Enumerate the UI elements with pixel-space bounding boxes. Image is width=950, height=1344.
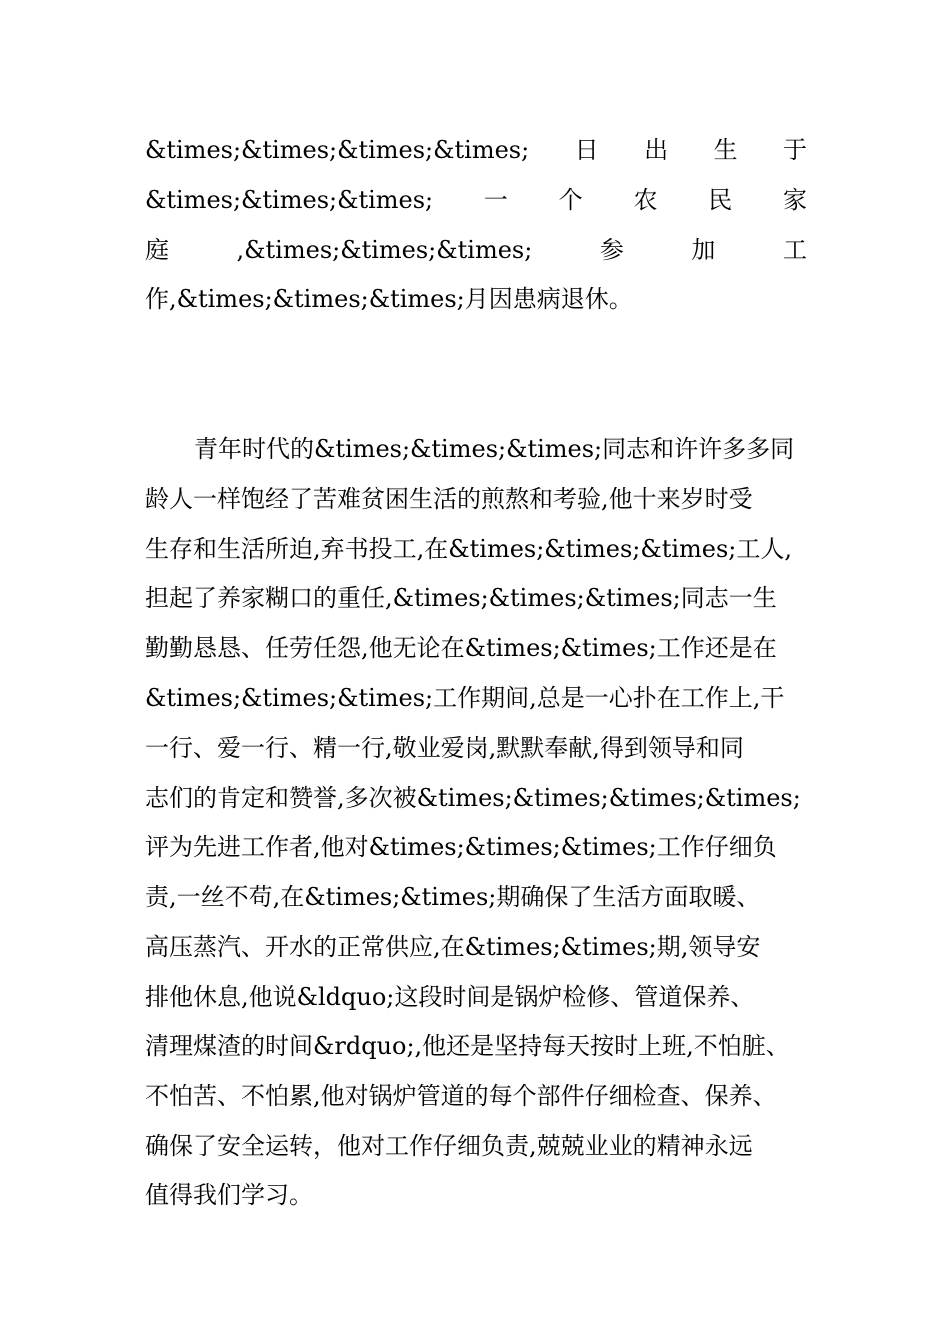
paragraph2-line: 清理煤渣的时间&rdquo;,他还是坚持每天按时上班,不怕脏、: [145, 1032, 790, 1060]
paragraph2-line: 一行、爱一行、精一行,敬业爱岗,默默奉献,得到领导和同: [145, 734, 744, 762]
paragraph2-line: 龄人一样饱经了苦难贫困生活的煎熬和考验,他十来岁时受: [145, 485, 753, 513]
paragraph1-line4: 作,&times;&times;&times;月因患病退休。: [145, 285, 633, 313]
text-span: ,&times;&times;&times;: [236, 236, 533, 264]
text-span: 农: [633, 186, 658, 214]
paragraph1-line1: [145, 130, 807, 170]
paragraph2-line: 勤勤恳恳、任劳任怨,他无论在&times;&times;工作还是在: [145, 634, 777, 662]
paragraph2-line: 高压蒸汽、开水的正常供应,在&times;&times;期,领导安: [145, 933, 761, 961]
paragraph2-line: 不怕苦、不怕累,他对锅炉管道的每个部件仔细检查、保养、: [145, 1082, 777, 1110]
paragraph1-line2: [145, 180, 807, 220]
text-span: &times;&times;&times;&times;: [145, 136, 530, 164]
text-span: 工: [782, 236, 807, 264]
text-span: 一: [483, 186, 508, 214]
paragraph2-line: 担起了养家糊口的重任,&times;&times;&times;同志一生: [145, 584, 777, 612]
paragraph2-line: 生存和生活所迫,弃书投工,在&times;&times;&times;工人,: [145, 535, 793, 563]
paragraph2-line: 志们的肯定和赞誉,多次被&times;&times;&times;&times;: [145, 784, 801, 812]
paragraph2-line: 责,一丝不苟,在&times;&times;期确保了生活方面取暖、: [145, 883, 761, 911]
text-span: 于: [783, 136, 807, 164]
paragraph2-line: 青年时代的&times;&times;&times;同志和许许多多同: [194, 435, 795, 463]
text-span: 民: [708, 186, 733, 214]
text-span: 日: [574, 136, 599, 164]
text-span: 个: [558, 186, 583, 214]
text-span: 加: [691, 236, 716, 264]
text-span: &times;&times;&times;: [145, 186, 434, 214]
paragraph2-line: 确保了安全运转，他对工作仔细负责,兢兢业业的精神永远: [145, 1132, 753, 1160]
text-span: 生: [713, 136, 738, 164]
text-span: 出: [644, 136, 669, 164]
text-span: 家: [782, 186, 807, 214]
paragraph1-line3: [145, 230, 807, 270]
paragraph2-line: 评为先进工作者,他对&times;&times;&times;工作仔细负: [145, 833, 777, 861]
text-span: 庭: [145, 236, 169, 264]
paragraph2-line: 排他休息,他说&ldquo;这段时间是锅炉检修、管道保养、: [145, 983, 755, 1011]
paragraph2-line: 值得我们学习。: [145, 1181, 313, 1209]
paragraph2-line: &times;&times;&times;工作期间,总是一心扑在工作上,干: [145, 684, 785, 712]
text-span: 参: [599, 236, 624, 264]
